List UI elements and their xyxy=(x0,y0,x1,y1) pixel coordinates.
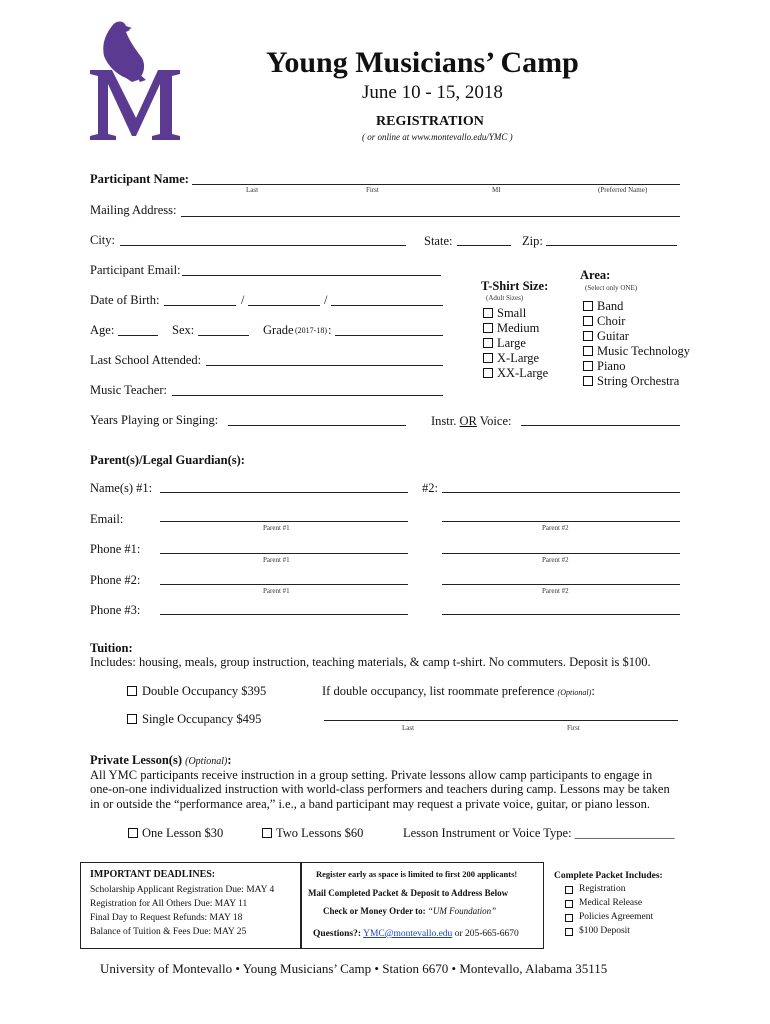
registration-heading: REGISTRATION xyxy=(376,114,484,129)
packet-item-checkbox[interactable] xyxy=(565,886,573,894)
lessons-title: Private Lesson(s) (Optional): xyxy=(90,753,232,767)
register-early-note: Register early as space is limited to first 200 applicants! xyxy=(316,869,518,879)
lessons-text: All YMC participants receive instruction in a group setting. Private lessons allow camp participants to engage in xyxy=(90,768,653,782)
packet-title: Complete Packet Includes: xyxy=(554,871,663,881)
last-school-label: Last School Attended: xyxy=(90,353,202,367)
zip-field[interactable] xyxy=(546,245,677,246)
state-label: State: xyxy=(424,234,453,248)
area-option-label: Guitar xyxy=(597,329,629,343)
last-school-field[interactable] xyxy=(206,365,443,366)
area-option-label: Music Technology xyxy=(597,344,690,358)
parent1-sublabel: Parent #1 xyxy=(263,587,290,595)
packet-item-checkbox[interactable] xyxy=(565,914,573,922)
area-option-label: Band xyxy=(597,299,624,313)
phone1-label: Phone #1: xyxy=(90,542,141,556)
tuition-includes: Includes: housing, meals, group instruction, teaching materials, & camp t-shirt. No commuters. Deposit is $100. xyxy=(90,655,651,669)
camp-dates: June 10 - 15, 2018 xyxy=(362,82,503,103)
area-option-checkbox[interactable] xyxy=(583,331,593,341)
dob-slash: / xyxy=(324,293,328,307)
city-label: City: xyxy=(90,233,116,247)
participant-name-label: Participant Name: xyxy=(90,172,189,186)
state-field[interactable] xyxy=(457,245,511,246)
deadline-item: Balance of Tuition & Fees Due: MAY 25 xyxy=(90,927,247,937)
single-occupancy-checkbox[interactable] xyxy=(127,714,137,724)
guardian-email-label: Email: xyxy=(90,512,124,526)
preferred-sublabel: (Preferred Name) xyxy=(598,186,648,194)
parent2-sublabel: Parent #2 xyxy=(542,556,569,564)
tshirt-option-label: Small xyxy=(497,306,527,320)
sex-field[interactable] xyxy=(198,335,249,336)
tshirt-option-label: XX-Large xyxy=(497,366,549,380)
tshirt-option-label: Medium xyxy=(497,321,540,335)
mailing-address-field[interactable] xyxy=(181,216,680,217)
phone2-label: Phone #2: xyxy=(90,573,141,587)
parent2-sublabel: Parent #2 xyxy=(542,524,569,532)
area-option-label: Choir xyxy=(597,314,626,328)
music-teacher-field[interactable] xyxy=(172,395,443,396)
double-occupancy-label: Double Occupancy $395 xyxy=(142,684,267,698)
years-playing-field[interactable] xyxy=(228,425,406,426)
tshirt-option-label: Large xyxy=(497,336,526,350)
area-option-checkbox[interactable] xyxy=(583,346,593,356)
tshirt-title: T-Shirt Size: xyxy=(481,279,549,293)
area-option-checkbox[interactable] xyxy=(583,376,593,386)
guardian-names-label: Name(s) #1: xyxy=(90,481,153,495)
deadlines-title: IMPORTANT DEADLINES: xyxy=(90,869,216,880)
dob-year-field[interactable] xyxy=(331,305,443,306)
university-logo xyxy=(86,18,186,144)
area-option-checkbox[interactable] xyxy=(583,316,593,326)
packet-item-label: $100 Deposit xyxy=(579,926,630,936)
lessons-text: one-on-one individualized instruction with world-class performers and teachers during camp. Lessons may be taken xyxy=(90,782,670,796)
music-teacher-label: Music Teacher: xyxy=(90,383,167,397)
area-note: (Select only ONE) xyxy=(585,284,638,292)
area-option-label: String Orchestra xyxy=(597,374,680,388)
years-playing-label: Years Playing or Singing: xyxy=(90,413,219,427)
instr-voice-label: Instr. OR Voice: xyxy=(431,414,512,428)
phone3-label: Phone #3: xyxy=(90,603,141,617)
area-option-checkbox[interactable] xyxy=(583,361,593,371)
age-label: Age: xyxy=(90,323,115,337)
roommate-field[interactable] xyxy=(324,720,678,721)
grade-colon: : xyxy=(328,323,332,337)
tshirt-option-checkbox[interactable] xyxy=(483,338,493,348)
roommate-last-sublabel: Last xyxy=(402,724,415,732)
parent1-phone2-field[interactable] xyxy=(160,584,408,585)
deadline-item: Final Day to Request Refunds: MAY 18 xyxy=(90,913,243,923)
dob-month-field[interactable] xyxy=(164,305,236,306)
parent1-sublabel: Parent #1 xyxy=(263,524,290,532)
area-option-label: Piano xyxy=(597,359,626,373)
area-option-checkbox[interactable] xyxy=(583,301,593,311)
last-sublabel: Last xyxy=(246,186,259,194)
city-field[interactable] xyxy=(120,245,406,246)
parent2-phone2-field[interactable] xyxy=(442,584,680,585)
double-occupancy-checkbox[interactable] xyxy=(127,686,137,696)
roommate-label: If double occupancy, list roommate preference (Optional): xyxy=(322,684,595,698)
parent2-email-field[interactable] xyxy=(442,521,680,522)
first-sublabel: First xyxy=(366,186,379,194)
parent1-phone1-field[interactable] xyxy=(160,553,408,554)
footer-address: University of Montevallo • Young Musicians’ Camp • Station 6670 • Montevallo, Alabama 35115 xyxy=(100,961,608,976)
dob-label: Date of Birth: xyxy=(90,293,160,307)
guardian-name2-field[interactable] xyxy=(442,492,680,493)
parent2-phone1-field[interactable] xyxy=(442,553,680,554)
mailing-address-label: Mailing Address: xyxy=(90,203,177,217)
mi-sublabel: MI xyxy=(492,186,501,194)
roommate-first-sublabel: First xyxy=(567,724,580,732)
sex-label: Sex: xyxy=(172,323,195,337)
packet-item-label: Registration xyxy=(579,884,626,894)
lesson-instrument-field[interactable]: Lesson Instrument or Voice Type: ________________ xyxy=(403,826,675,840)
packet-item-checkbox[interactable] xyxy=(565,900,573,908)
participant-email-label: Participant Email: xyxy=(90,263,181,277)
age-field[interactable] xyxy=(118,335,158,336)
tshirt-option-checkbox[interactable] xyxy=(483,368,493,378)
guardian-name1-field[interactable] xyxy=(160,492,408,493)
grade-field[interactable] xyxy=(335,335,443,336)
tshirt-option-checkbox[interactable] xyxy=(483,323,493,333)
zip-label: Zip: xyxy=(522,234,543,248)
two-lessons-label: Two Lessons $60 xyxy=(276,826,364,840)
packet-item-label: Policies Agreement xyxy=(579,912,654,922)
deadline-item: Registration for All Others Due: MAY 11 xyxy=(90,899,248,909)
contact-email-link[interactable]: YMC@montevallo.edu xyxy=(363,929,453,939)
questions-line: Questions?: YMC@montevallo.edu or 205-665-6670 xyxy=(313,929,519,939)
parent1-sublabel: Parent #1 xyxy=(263,556,290,564)
participant-email-field[interactable] xyxy=(182,275,441,276)
deadline-item: Scholarship Applicant Registration Due: MAY 4 xyxy=(90,885,275,895)
one-lesson-checkbox[interactable] xyxy=(128,828,138,838)
dob-day-field[interactable] xyxy=(248,305,320,306)
mail-instructions: Mail Completed Packet & Deposit to Address Below xyxy=(308,888,509,898)
parent1-phone3-field[interactable] xyxy=(160,614,408,615)
parent2-phone3-field[interactable] xyxy=(442,614,680,615)
tshirt-option-label: X-Large xyxy=(497,351,540,365)
guardian-title: Parent(s)/Legal Guardian(s): xyxy=(90,453,245,467)
packet-item-checkbox[interactable] xyxy=(565,928,573,936)
online-note: ( or online at www.montevallo.edu/YMC ) xyxy=(362,132,513,142)
tuition-title: Tuition: xyxy=(90,641,133,655)
grade-label: Grade xyxy=(263,323,294,337)
payee-line: Check or Money Order to: “UM Foundation” xyxy=(323,906,497,916)
dob-slash: / xyxy=(241,293,245,307)
page-title: Young Musicians’ Camp xyxy=(266,46,579,79)
parent1-email-field[interactable] xyxy=(160,521,408,522)
tshirt-option-checkbox[interactable] xyxy=(483,353,493,363)
packet-item-label: Medical Release xyxy=(579,898,643,908)
single-occupancy-label: Single Occupancy $495 xyxy=(142,712,262,726)
area-title: Area: xyxy=(580,268,611,282)
two-lessons-checkbox[interactable] xyxy=(262,828,272,838)
participant-name-field[interactable] xyxy=(192,184,680,185)
lessons-text: in or outside the “performance area,” i.e., a band participant may request a private voice, guitar, or piano lesson. xyxy=(90,797,651,811)
guardian-num2-label: #2: xyxy=(422,481,438,495)
instr-voice-field[interactable] xyxy=(521,425,680,426)
parent2-sublabel: Parent #2 xyxy=(542,587,569,595)
tshirt-note: (Adult Sizes) xyxy=(486,294,524,302)
grade-year: (2017-18) xyxy=(295,326,327,335)
tshirt-option-checkbox[interactable] xyxy=(483,308,493,318)
one-lesson-label: One Lesson $30 xyxy=(142,826,224,840)
